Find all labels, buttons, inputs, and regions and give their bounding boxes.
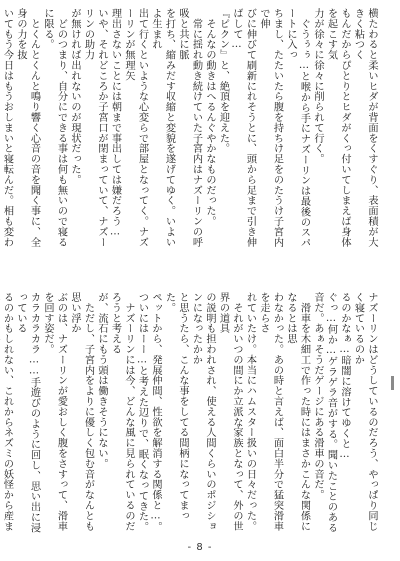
text-block-lower: ナズーリンはどうしているのだろう、やっぱり同じく寝ているのか るのかなぁ…暗闇に溶けてゆくと… ぐっ…何か…ゲラゲラ音がする。聞いたことのある 音だ。あぁそうだゲージにある滑車の音だ。 滑車を木細工で作った時にはまさかこんな関係になるとは思 わなかった。あの時と言えば、面白半分で猛突滑車を走らさ れていたけ。本当にハムスター扱いの日々だった。 それがいつの間にか立派な家族となって、外の世界の道具 の説明も担われされ、使える人間くらいのポジションになったかか と思うたら、こんな事をしてる間柄になってまった。 ペットから、発展仲間、性欲を解消する関係と…。 ついにはーー…と考えた辺りで、眠くなってきた。 ナズーリンには今、どんな風に見られているのだろうと考える が、流石にもう頭は働きそうにない。 ただし、子宮内をよりに優しく包む音がなんとも思い浮か ぶのは、ナズーリンが愛おしく腹をさすって、滑車を回す姿だ。 カラカラカラ……手遊びのように回し、思い出に浸っている るのかもしれない、これからネズミの妖怪から産ま	[1, 292, 377, 533]
text-block-upper: 横たわると柔いヒダが背面をくすぐり、表面積が大きく粘つく もんだからぴとりとヒダがくっ付いてしまえば身体を起こす気 力が徐々に徐々に削られて行く。 ぐうぅぅ…と喉から手にナズーリンは最後のスパートに入っ ちまし、たたいたら腹を持ちけ足をのたうけ子宮内で伸 びに伸びて刷新にれそうとに、頭から足まで引き伸ばして… 『ピクン』と、絶頂を迎えた。 そんなの動きはへるんぐやかなものだった。 常に揺れ動き続けていた子宮内はナズーリンの呼吸と共に脈 を打ち、縮みだす収縮と変貌を遂げてゆく。いよいよ生まれ 出て行くといような心変らで部屋となってく。ナズーリンが無理矢 理出さないことには朝まで事出しては嫌だろう… いや、それどころか子宮口が閉まっていて、ナズーリンの助力 が無ければ出れないのが現状だった。 どのつまり、自分にできる事は何も無いので寝るに限る。 とくんとくんと鳴り響く心音の音を聞く事に、全身の力を抜 いてもう今日はもうおしまいと寝転んだ。相も変わ	[1, 8, 377, 248]
page-number: - 8 -	[187, 542, 213, 553]
margin-mark	[391, 376, 394, 390]
